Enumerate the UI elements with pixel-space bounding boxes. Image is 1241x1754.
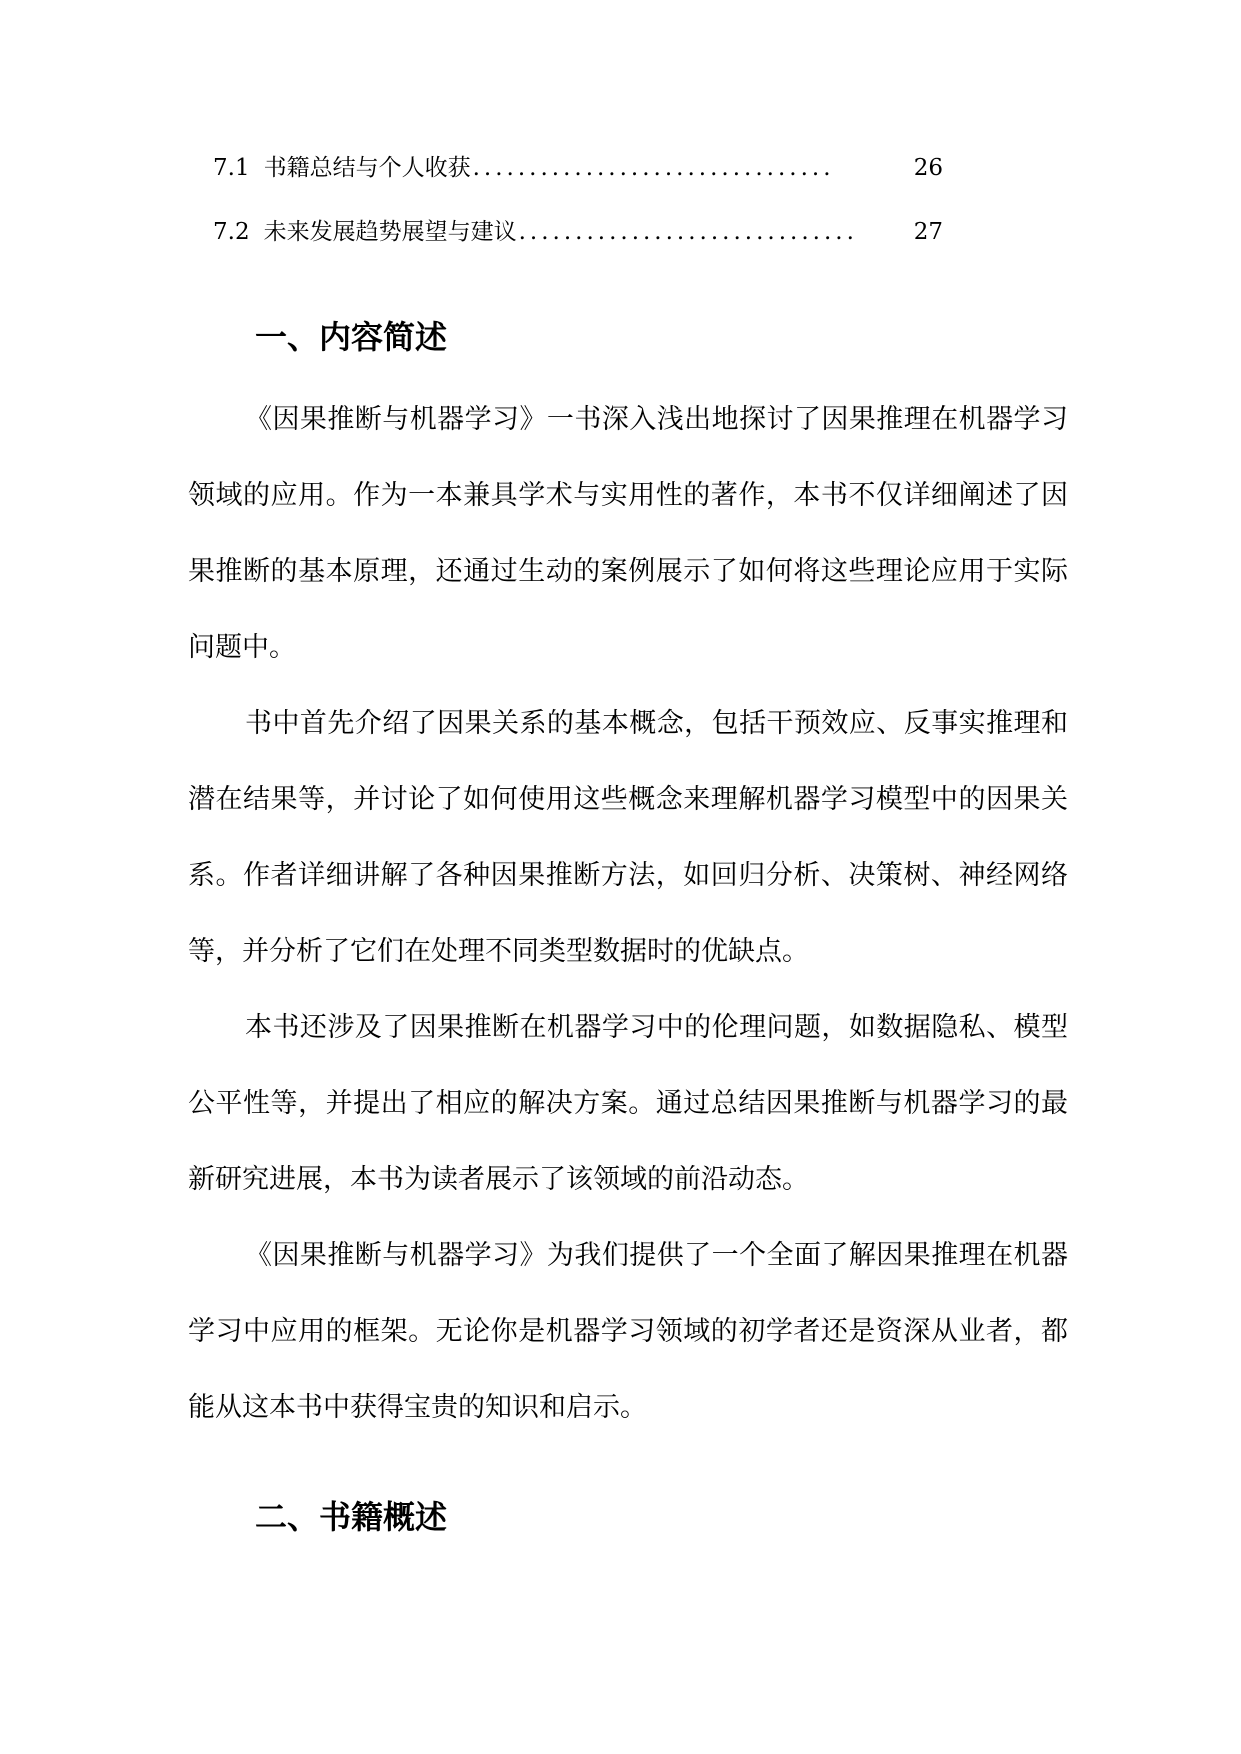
toc-entry-title: 未来发展趋势展望与建议	[263, 219, 517, 245]
toc-entry[interactable]	[213, 148, 943, 212]
toc-entry-number: 7.1	[213, 155, 250, 181]
toc-entry-page: 26	[913, 155, 943, 181]
toc-entry-title: 书籍总结与个人收获	[263, 155, 471, 181]
paragraph: 《因果推断与机器学习》为我们提供了一个全面了解因果推理在机器学习中应用的框架。无论你是机器学习领域的初学者还是资深从业者，都能从这本书中获得宝贵的知识和启示。	[188, 1240, 1068, 1423]
toc-entry-page: 27	[913, 219, 943, 245]
toc-entry-number: 7.2	[213, 219, 250, 245]
paragraph: 《因果推断与机器学习》一书深入浅出地探讨了因果推理在机器学习领域的应用。作为一本兼具学术与实用性的著作，本书不仅详细阐述了因果推断的基本原理，还通过生动的案例展示了如何将这些理论应用于实际问题中。	[188, 404, 1068, 663]
toc-leader-dots: ..............................	[518, 219, 858, 245]
paragraph: 本书还涉及了因果推断在机器学习中的伦理问题，如数据隐私、模型公平性等，并提出了相应的解决方案。通过总结因果推断与机器学习的最新研究进展，本书为读者展示了该领域的前沿动态。	[188, 1012, 1068, 1195]
section-body-summary	[188, 382, 1068, 1446]
toc-leader-dots: ................................	[472, 155, 835, 181]
paragraph: 书中首先介绍了因果关系的基本概念，包括干预效应、反事实推理和潜在结果等，并讨论了如何使用这些概念来理解机器学习模型中的因果关系。作者详细讲解了各种因果推断方法，如回归分析、决策树、神经网络等，并分析了它们在处理不同类型数据时的优缺点。	[188, 708, 1068, 967]
toc-entry[interactable]	[213, 212, 943, 276]
section-heading-book-overview: 二、书籍概述	[255, 1498, 448, 1536]
section-heading-summary: 一、内容简述	[255, 318, 448, 356]
table-of-contents	[213, 148, 943, 276]
